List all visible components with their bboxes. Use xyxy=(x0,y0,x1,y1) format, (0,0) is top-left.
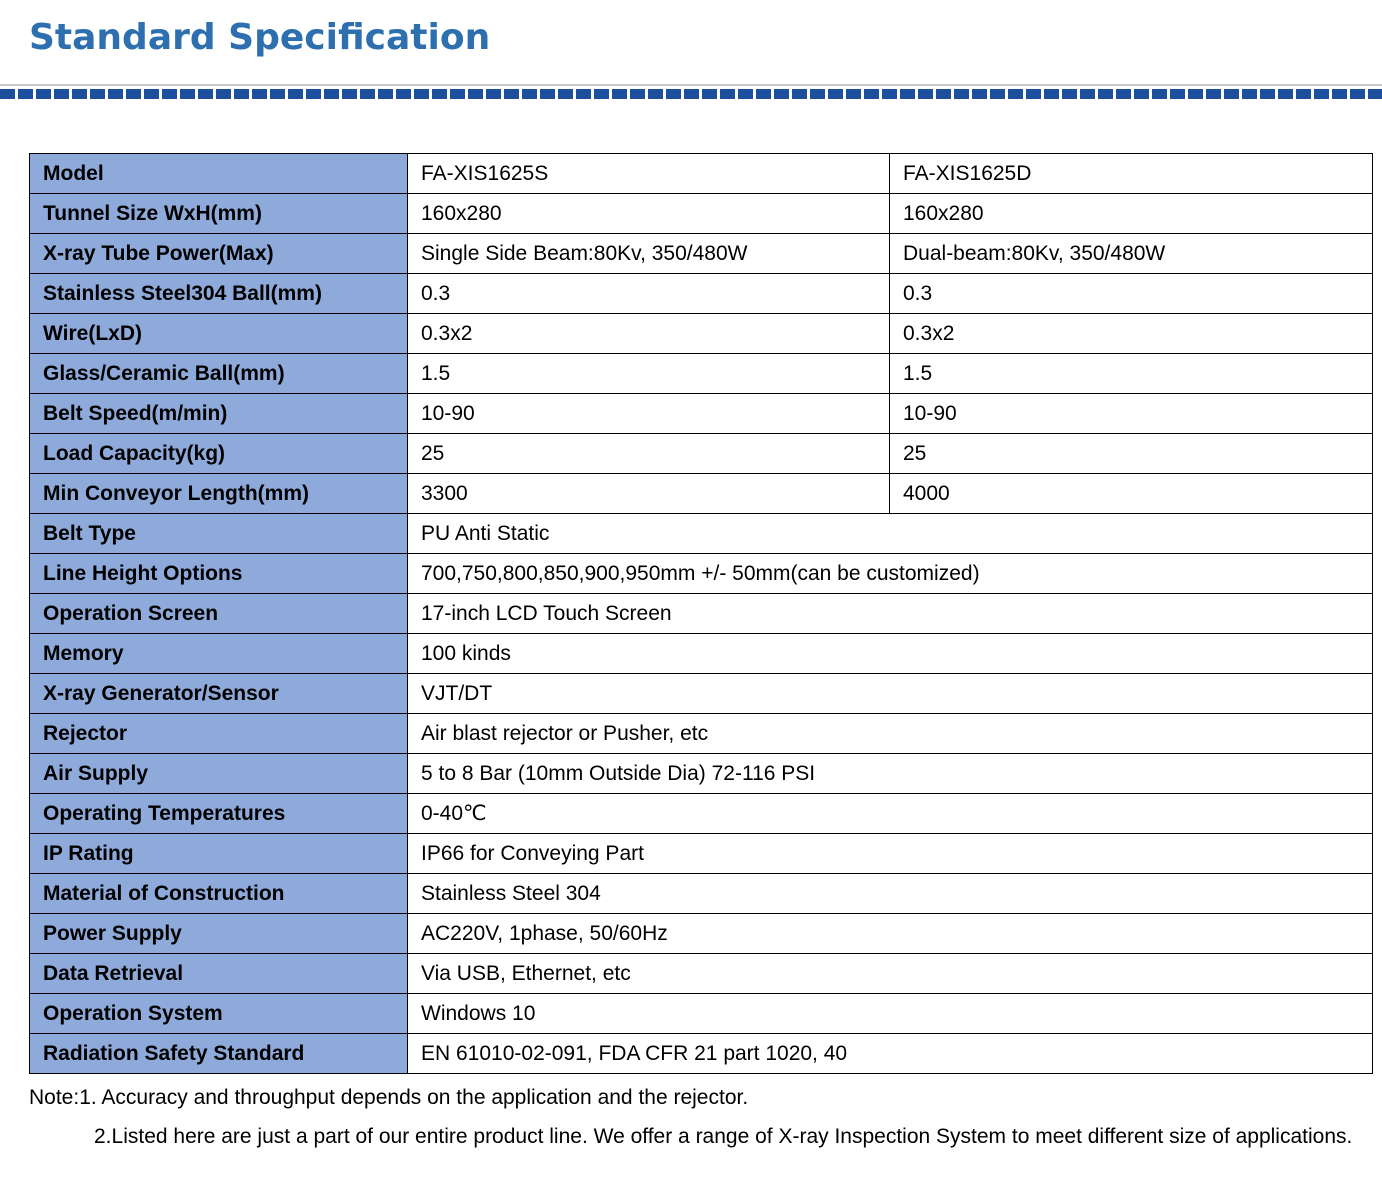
spec-label: Stainless Steel304 Ball(mm) xyxy=(30,274,408,314)
table-row xyxy=(30,194,1373,234)
spec-label: Operation System xyxy=(30,994,408,1034)
spec-value: Stainless Steel 304 xyxy=(408,874,1373,914)
spec-value: Via USB, Ethernet, etc xyxy=(408,954,1373,994)
specification-table xyxy=(29,153,1373,1074)
spec-value: FA-XIS1625D xyxy=(890,154,1373,194)
spec-label: X-ray Generator/Sensor xyxy=(30,674,408,714)
table-row xyxy=(30,994,1373,1034)
spec-value: 17-inch LCD Touch Screen xyxy=(408,594,1373,634)
table-row xyxy=(30,554,1373,594)
notes-section xyxy=(29,1078,1359,1156)
spec-value: 5 to 8 Bar (10mm Outside Dia) 72-116 PSI xyxy=(408,754,1373,794)
spec-label: Min Conveyor Length(mm) xyxy=(30,474,408,514)
title-divider-line xyxy=(0,84,1382,86)
spec-value: VJT/DT xyxy=(408,674,1373,714)
spec-label: Rejector xyxy=(30,714,408,754)
table-row xyxy=(30,834,1373,874)
table-row xyxy=(30,874,1373,914)
spec-value: Windows 10 xyxy=(408,994,1373,1034)
spec-value: 4000 xyxy=(890,474,1373,514)
spec-value: 160x280 xyxy=(890,194,1373,234)
spec-label: Line Height Options xyxy=(30,554,408,594)
table-row xyxy=(30,434,1373,474)
table-row xyxy=(30,794,1373,834)
spec-label: Load Capacity(kg) xyxy=(30,434,408,474)
spec-value: FA-XIS1625S xyxy=(408,154,890,194)
spec-value: PU Anti Static xyxy=(408,514,1373,554)
table-row xyxy=(30,1034,1373,1074)
spec-value: IP66 for Conveying Part xyxy=(408,834,1373,874)
spec-value: 10-90 xyxy=(408,394,890,434)
title-dashed-divider xyxy=(0,89,1382,99)
note-line-2: 2.Listed here are just a part of our entire product line. We offer a range of X-ray Inspection System to meet different size of applications. xyxy=(94,1125,1353,1148)
table-row xyxy=(30,714,1373,754)
table-row xyxy=(30,954,1373,994)
spec-label: IP Rating xyxy=(30,834,408,874)
specification-table-body xyxy=(30,154,1373,1074)
spec-label: Operating Temperatures xyxy=(30,794,408,834)
spec-value: 100 kinds xyxy=(408,634,1373,674)
spec-label: Belt Speed(m/min) xyxy=(30,394,408,434)
table-row xyxy=(30,474,1373,514)
table-row xyxy=(30,514,1373,554)
spec-value: 160x280 xyxy=(408,194,890,234)
spec-value: AC220V, 1phase, 50/60Hz xyxy=(408,914,1373,954)
spec-value: Dual-beam:80Kv, 350/480W xyxy=(890,234,1373,274)
spec-value: 0.3 xyxy=(890,274,1373,314)
spec-label: Belt Type xyxy=(30,514,408,554)
spec-label: Model xyxy=(30,154,408,194)
spec-label: Data Retrieval xyxy=(30,954,408,994)
spec-label: Tunnel Size WxH(mm) xyxy=(30,194,408,234)
spec-value: 0-40℃ xyxy=(408,794,1373,834)
spec-value: 0.3 xyxy=(408,274,890,314)
spec-label: X-ray Tube Power(Max) xyxy=(30,234,408,274)
spec-label: Glass/Ceramic Ball(mm) xyxy=(30,354,408,394)
spec-value: 1.5 xyxy=(408,354,890,394)
table-row xyxy=(30,274,1373,314)
spec-label: Wire(LxD) xyxy=(30,314,408,354)
spec-value: 25 xyxy=(408,434,890,474)
table-row xyxy=(30,314,1373,354)
table-row xyxy=(30,354,1373,394)
spec-value: Single Side Beam:80Kv, 350/480W xyxy=(408,234,890,274)
table-row xyxy=(30,394,1373,434)
spec-value: 700,750,800,850,900,950mm +/- 50mm(can be customized) xyxy=(408,554,1373,594)
note-line-1: Note:1. Accuracy and throughput depends on the application and the rejector. xyxy=(29,1086,749,1109)
spec-label: Radiation Safety Standard xyxy=(30,1034,408,1074)
table-row xyxy=(30,154,1373,194)
spec-value: Air blast rejector or Pusher, etc xyxy=(408,714,1373,754)
spec-value: 1.5 xyxy=(890,354,1373,394)
spec-value: 0.3x2 xyxy=(408,314,890,354)
spec-label: Power Supply xyxy=(30,914,408,954)
spec-value: 3300 xyxy=(408,474,890,514)
spec-value: 10-90 xyxy=(890,394,1373,434)
spec-value: 0.3x2 xyxy=(890,314,1373,354)
spec-value: 25 xyxy=(890,434,1373,474)
spec-label: Operation Screen xyxy=(30,594,408,634)
table-row xyxy=(30,914,1373,954)
table-row xyxy=(30,594,1373,634)
spec-label: Memory xyxy=(30,634,408,674)
table-row xyxy=(30,634,1373,674)
spec-value: EN 61010-02-091, FDA CFR 21 part 1020, 40 xyxy=(408,1034,1373,1074)
table-row xyxy=(30,674,1373,714)
spec-label: Material of Construction xyxy=(30,874,408,914)
table-row xyxy=(30,754,1373,794)
page-title: Standard Specification xyxy=(29,17,491,58)
table-row xyxy=(30,234,1373,274)
spec-label: Air Supply xyxy=(30,754,408,794)
